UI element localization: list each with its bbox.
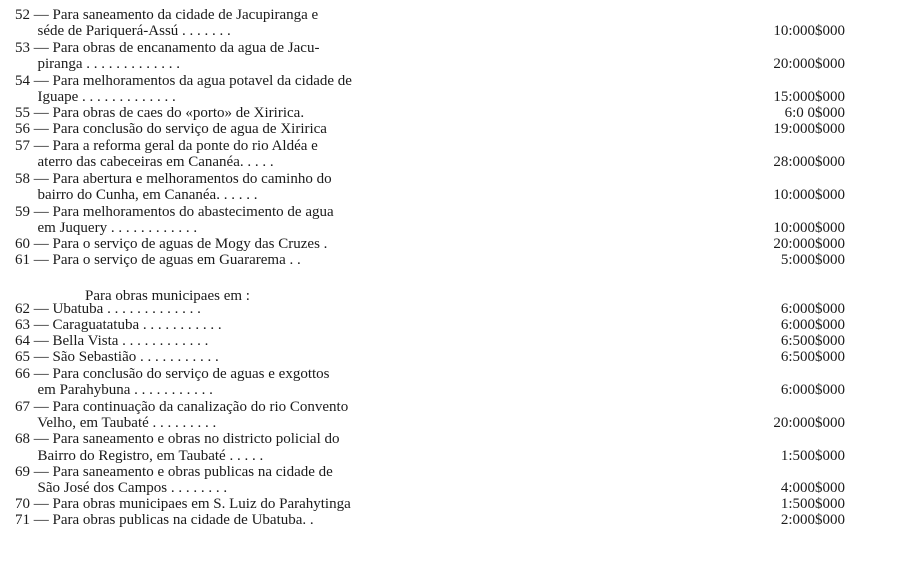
line-text: 68 — Para saneamento e obras no districto policial do (15, 431, 340, 447)
line-amount: 6:500$000 (780, 349, 845, 365)
line-text: bairro do Cunha, em Cananéa. . . . . . (15, 187, 258, 203)
line-text: Velho, em Taubaté . . . . . . . . . (15, 415, 217, 431)
line-text: 54 — Para melhoramentos da agua potavel da cidade de (15, 73, 352, 89)
line-text: séde de Pariquerá-Assú . . . . . . . (15, 23, 231, 39)
line-text: 61 — Para o serviço de aguas em Guararema . . (15, 252, 301, 268)
line-text: Iguape . . . . . . . . . . . . . (15, 89, 176, 105)
line-amount: 10:000$000 (773, 187, 845, 203)
line-amount: 20:000$000 (773, 236, 845, 252)
line-text: 63 — Caraguatatuba . . . . . . . . . . . (15, 317, 222, 333)
line-text: 66 — Para conclusão do serviço de aguas e exgottos (15, 366, 330, 382)
line-text: piranga . . . . . . . . . . . . . (15, 56, 180, 72)
line-amount: 1:500$000 (780, 496, 845, 512)
line-text: 59 — Para melhoramentos do abastecimento de agua (15, 204, 334, 220)
line-amount: 6:000$000 (780, 317, 845, 333)
line-text: 71 — Para obras publicas na cidade de Ubatuba. . (15, 512, 314, 528)
line-amount: 15:000$000 (773, 89, 845, 105)
line-text: São José dos Campos . . . . . . . . (15, 480, 228, 496)
line-text: 56 — Para conclusão do serviço de agua de Xiririca (15, 121, 327, 137)
line-amount: 10:000$000 (773, 220, 845, 236)
line-text: aterro das cabeceiras em Cananéa. . . . . (15, 154, 274, 170)
line-text: em Parahybuna . . . . . . . . . . . (15, 382, 213, 398)
line-text: 64 — Bella Vista . . . . . . . . . . . . (15, 333, 209, 349)
line-amount: 6:000$000 (780, 382, 845, 398)
line-amount: 6:000$000 (780, 301, 845, 317)
line-text: 53 — Para obras de encanamento da agua de Jacu- (15, 40, 320, 56)
line-text: 65 — São Sebastião . . . . . . . . . . . (15, 349, 219, 365)
line-text: em Juquery . . . . . . . . . . . . (15, 220, 198, 236)
line-text: 58 — Para abertura e melhoramentos do caminho do (15, 171, 332, 187)
line-text: 52 — Para saneamento da cidade de Jacupiranga e (15, 7, 319, 23)
line-text: 70 — Para obras municipaes em S. Luiz do Parahytinga (15, 496, 351, 512)
line-amount: 20:000$000 (773, 56, 845, 72)
line-amount: 4:000$000 (780, 480, 845, 496)
line-amount: 20:000$000 (773, 415, 845, 431)
line-text: 60 — Para o serviço de aguas de Mogy das Cruzes . (15, 236, 328, 252)
line-amount: 6:0 0$000 (784, 105, 845, 121)
line-amount: 10:000$000 (773, 23, 845, 39)
section-subheading: Para obras municipaes em : (85, 288, 250, 304)
line-text: Bairro do Registro, em Taubaté . . . . . (15, 448, 264, 464)
line-amount: 19:000$000 (773, 121, 845, 137)
line-text: 57 — Para a reforma geral da ponte do rio Aldéa e (15, 138, 318, 154)
line-text: 67 — Para continuação da canalização do rio Convento (15, 399, 349, 415)
line-amount: 28:000$000 (773, 154, 845, 170)
line-text: 55 — Para obras de caes do «porto» de Xiririca. (15, 105, 305, 121)
line-amount: 2:000$000 (780, 512, 845, 528)
line-amount: 1:500$000 (780, 448, 845, 464)
line-text: 69 — Para saneamento e obras publicas na cidade de (15, 464, 333, 480)
line-amount: 5:000$000 (780, 252, 845, 268)
line-amount: 6:500$000 (780, 333, 845, 349)
line-text: 62 — Ubatuba . . . . . . . . . . . . . (15, 301, 201, 317)
